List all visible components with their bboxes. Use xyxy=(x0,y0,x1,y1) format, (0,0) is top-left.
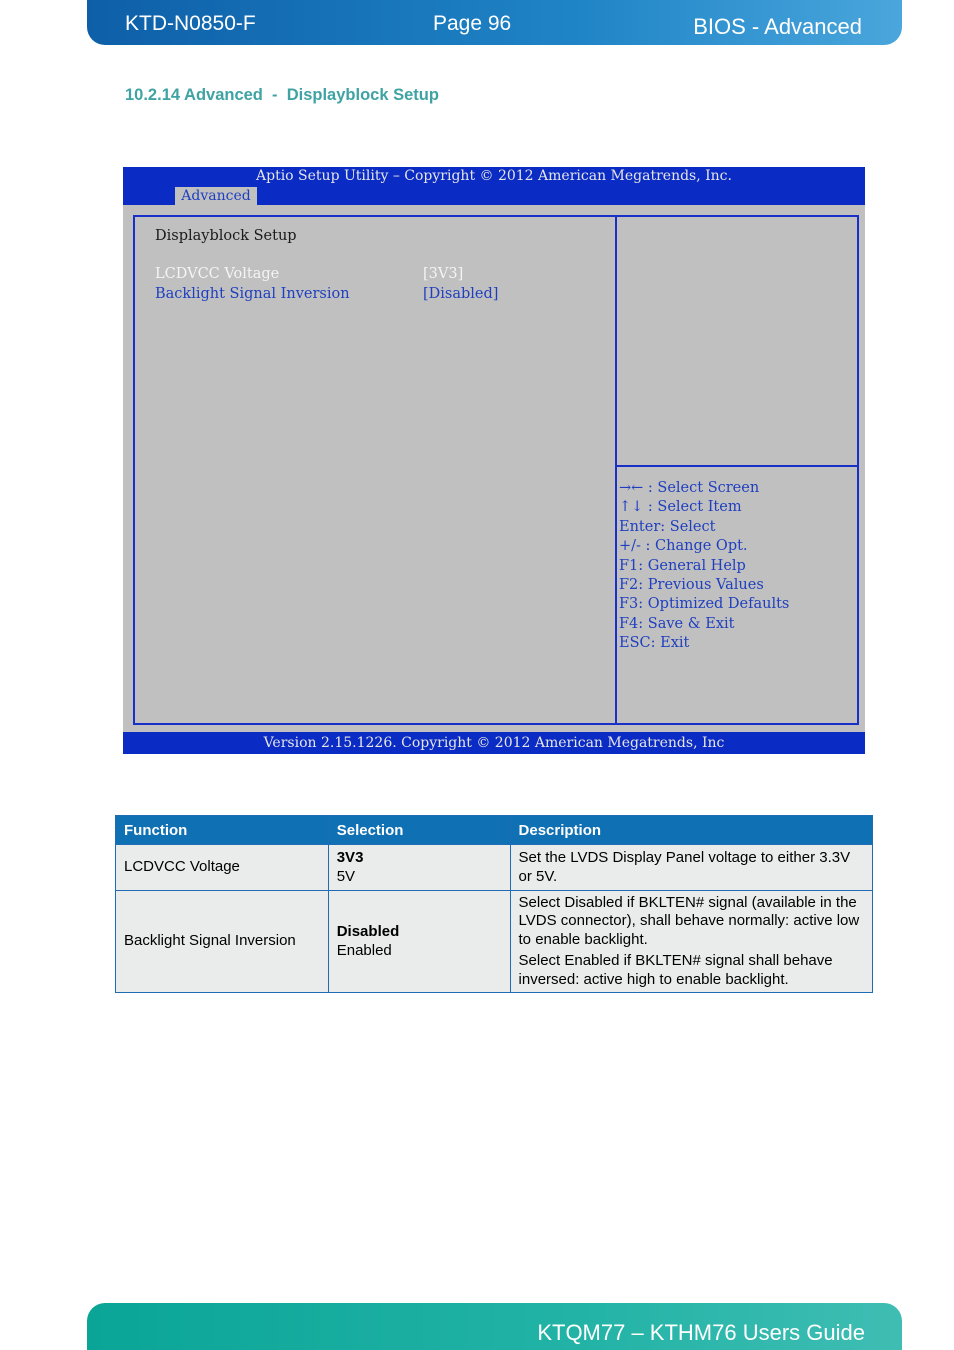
section-heading: 10.2.14 Advanced - Displayblock Setup xyxy=(125,86,439,104)
help-previous-values: F2: Previous Values xyxy=(619,576,764,593)
help-change-opt: +/- : Change Opt. xyxy=(619,538,748,555)
page-number: Page 96 xyxy=(433,12,512,35)
bios-version-bar: Version 2.15.1226. Copyright © 2012 American Megatrends, Inc xyxy=(123,732,865,754)
selection-default: 3V3 xyxy=(336,849,364,866)
bios-screenshot xyxy=(123,167,865,754)
selection-default: Disabled xyxy=(336,923,400,940)
bios-main-panel xyxy=(133,215,859,725)
tab-advanced[interactable]: Advanced xyxy=(175,187,257,205)
help-enter-select: Enter: Select xyxy=(619,518,716,535)
page-header xyxy=(87,0,902,45)
cell-function: LCDVCC Voltage xyxy=(116,845,329,891)
page-footer xyxy=(87,1303,902,1350)
help-select-screen: →← : Select Screen xyxy=(619,480,760,496)
cell-description xyxy=(510,891,872,993)
column-header-selection: Selection xyxy=(328,816,510,845)
bios-item-value: [Disabled] xyxy=(423,286,499,302)
cell-description xyxy=(510,845,872,891)
guide-title: KTQM77 – KTHM76 Users Guide xyxy=(537,1320,865,1345)
bios-title-bar xyxy=(123,167,865,205)
bios-help-panel xyxy=(619,479,855,654)
help-save-exit: F4: Save & Exit xyxy=(619,615,735,632)
bios-item-label: Backlight Signal Inversion xyxy=(155,286,350,302)
bios-section-title: Displayblock Setup xyxy=(155,228,297,244)
section-name: BIOS - Advanced xyxy=(693,14,862,39)
help-select-item: ↑↓ : Select Item xyxy=(619,499,742,516)
help-general-help: F1: General Help xyxy=(619,557,746,574)
function-table xyxy=(115,815,873,993)
table-header-row xyxy=(116,816,873,845)
table-row xyxy=(116,891,873,993)
selection-option: Enabled xyxy=(336,941,392,959)
bios-item-label: LCDVCC Voltage xyxy=(155,266,280,282)
help-esc-exit: ESC: Exit xyxy=(619,635,690,652)
cell-selection xyxy=(328,891,510,993)
cell-function: Backlight Signal Inversion xyxy=(116,891,329,993)
column-header-description: Description xyxy=(510,816,872,845)
bios-title: Aptio Setup Utility – Copyright © 2012 American Megatrends, Inc. xyxy=(256,168,732,184)
description-text: Select Disabled if BKLTEN# signal (available in the LVDS connector), shall behave normally: active low to enable backlight. xyxy=(518,893,860,948)
description-text: Set the LVDS Display Panel voltage to either 3.3V or 5V. xyxy=(518,849,851,885)
help-divider xyxy=(617,465,857,467)
description-text: Select Enabled if BKLTEN# signal shall behave inversed: active high to enable backlight. xyxy=(518,952,833,988)
panel-divider xyxy=(615,217,617,723)
bios-item-value: [3V3] xyxy=(423,266,464,282)
help-optimized-defaults: F3: Optimized Defaults xyxy=(619,596,790,613)
cell-selection xyxy=(328,845,510,891)
column-header-function: Function xyxy=(116,816,329,845)
selection-option: 5V xyxy=(336,867,356,885)
table-row xyxy=(116,845,873,891)
document-id: KTD-N0850-F xyxy=(125,12,256,35)
